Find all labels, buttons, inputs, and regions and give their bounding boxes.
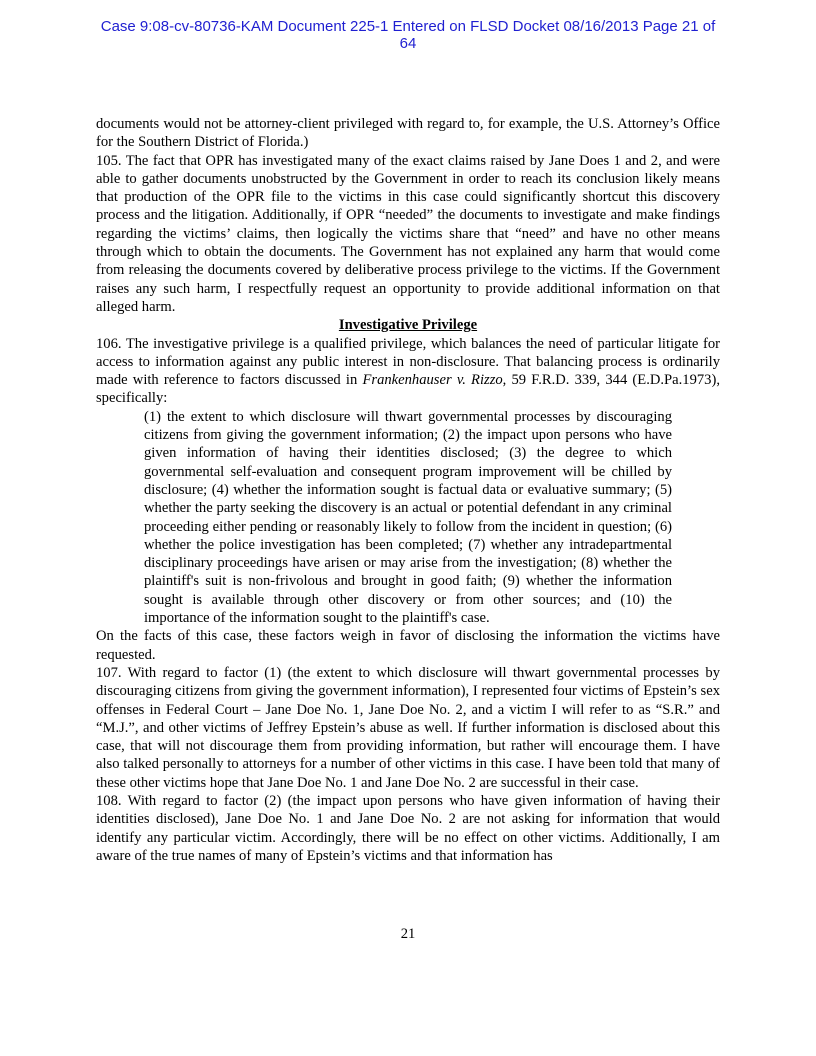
case-citation: Frankenhauser v. Rizzo — [362, 372, 503, 389]
docket-header-line1: Case 9:08-cv-80736-KAM Document 225-1 Entered on FLSD Docket 08/16/2013 Page 21 of — [100, 18, 716, 35]
docket-header — [0, 18, 816, 52]
paragraph-105: 105. The fact that OPR has investigated many of the exact claims raised by Jane Does 1 and 2, and were able to gather documents unobstructed by the Government in order to reach its conclusion likely means that production of the OPR file to the victims in this case could significantly shortcut this discovery process and the litigation. Additionally, if OPR “needed” the documents to investigate and make findings regarding the victims’ claims, then logically the victims share that “need” and have no other means through which to obtain the documents. The Government has not explained any harm that would come from releasing the documents covered by deliberative process privilege to the victims. If the Government raises any such harm, I respectfully request an opportunity to provide additional information on that alleged harm. — [96, 152, 720, 315]
paragraph-106 — [96, 335, 720, 408]
paragraph-106-text: 106. The investigative privilege is a qualified privilege, which balances the need of particular litigate for access to information against any public interest in non-disclosure. That balancing process is ordinarily made with reference to factors discussed in — [96, 335, 720, 389]
paragraph-continuation: documents would not be attorney-client privileged with regard to, for example, the U.S. Attorney’s Office for the Southern District of Florida.) — [96, 116, 720, 151]
page-number: 21 — [400, 926, 416, 942]
document-body — [96, 115, 720, 865]
section-heading: Investigative Privilege — [338, 317, 478, 334]
block-quote: (1) the extent to which disclosure will thwart governmental processes by discouraging citizens from giving the government information; (2) the impact upon persons who have given information of having their identities disclosed; (3) the degree to which governmental self-evaluation and consequent program improvement will be chilled by disclosure; (4) whether the information sought is factual data or evaluative summary; (5) whether the party seeking the discovery is an actual or potential defendant in any criminal proceeding either pending or reasonably likely to follow from the incident in question; (6) whether the police investigation has been completed; (7) whether any intradepartmental disciplinary proceedings have arisen or may arise from the investigation; (8) whether the plaintiff's suit is non-frivolous and brought in good faith; (9) whether the information sought is available through other discovery or from other sources; and (10) the importance of the information sought to the plaintiff's case. — [144, 408, 672, 627]
paragraph-107: 107. With regard to factor (1) (the extent to which disclosure will thwart governmental processes by discouraging citizens from giving the government information), I represented four victims of Epstein’s sex offenses in Federal Court – Jane Doe No. 1, Jane Doe No. 2, and a victim I will refer to as “S.R.” and “M.J.”, and other victims of Jeffrey Epstein’s abuse as well. If further information is disclosed about this case, that will not discourage them from providing information, but rather will encourage them. I have also talked personally to attorneys for a number of other victims in this case. I have been told that many of these other victims hope that Jane Doe No. 1 and Jane Doe No. 2 are successful in their case. — [96, 664, 720, 791]
docket-header-line2: 64 — [399, 35, 417, 52]
paragraph-facts: On the facts of this case, these factors weigh in favor of disclosing the information the victims have requested. — [96, 628, 720, 663]
paragraph-106-citation: , 59 F.R.D. 339, 344 (E.D.Pa.1973), specifically: — [96, 372, 720, 407]
paragraph-108: 108. With regard to factor (2) (the impact upon persons who have given information of having their identities disclosed), Jane Doe No. 1 and Jane Doe No. 2 are not asking for information that would identify any particular victim. Accordingly, there will be no effect on other victims. Additionally, I am aware of the true names of many of Epstein’s victims and that information has — [96, 792, 720, 864]
